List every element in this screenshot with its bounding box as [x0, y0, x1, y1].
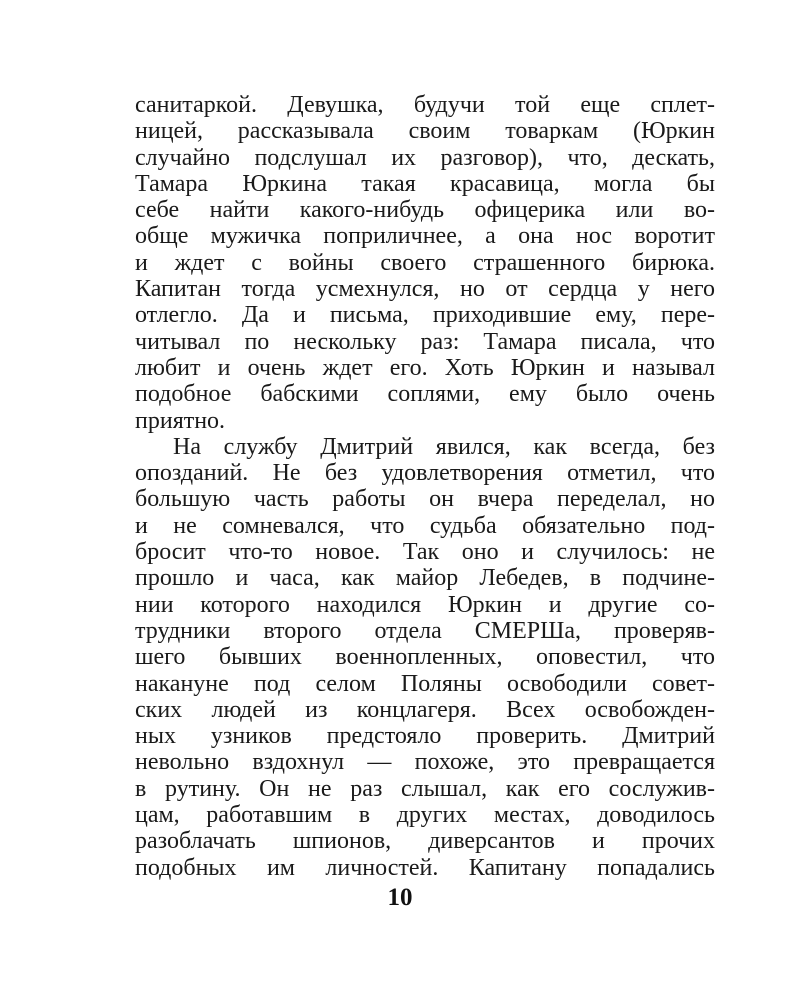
text-line: любит и очень ждет его. Хоть Юркин и называл — [135, 354, 715, 381]
text-line: читывал по нескольку раз: Тамара писала, что — [135, 328, 715, 355]
text-line: разоблачать шпионов, диверсантов и прочих — [135, 828, 715, 855]
text-line: приятно. — [135, 407, 226, 434]
text-line: прошло и часа, как майор Лебедев, в подчине- — [135, 565, 715, 592]
text-line: в рутину. Он не раз слышал, как его сослужив- — [135, 775, 715, 802]
text-line: опозданий. Не без удовлетворения отметил, что — [135, 460, 715, 487]
text-line: и ждет с войны своего страшенного бирюка. — [135, 249, 715, 276]
paragraph-1 — [135, 92, 715, 434]
text-line: бросит что-то новое. Так оно и случилось: не — [135, 539, 715, 566]
text-line: случайно подслушал их разговор), что, дескать, — [135, 144, 715, 171]
text-line: санитаркой. Девушка, будучи той еще сплет- — [135, 92, 715, 118]
text-line: подобное бабскими соплями, ему было очень — [135, 381, 715, 408]
text-line: цам, работавшим в других местах, доводилось — [135, 802, 715, 829]
text-line: ских людей из концлагеря. Всех освобожден- — [135, 696, 715, 723]
text-line: нии которого находился Юркин и другие со- — [135, 591, 715, 618]
page-body — [135, 92, 715, 881]
paragraph-2 — [135, 434, 715, 881]
text-line: Тамара Юркина такая красавица, могла бы — [135, 170, 715, 197]
text-line: подобных им личностей. Капитану попадались — [135, 854, 715, 881]
page-number: 10 — [387, 884, 413, 911]
text-line: ных узников предстояло проверить. Дмитрий — [135, 723, 715, 750]
text-line: невольно вздохнул — похоже, это превращается — [135, 749, 715, 776]
text-line: и не сомневался, что судьба обязательно под- — [135, 512, 715, 539]
text-line: накануне под селом Поляны освободили совет- — [135, 670, 715, 697]
text-line: отлегло. Да и письма, приходившие ему, пере- — [135, 302, 715, 329]
text-line: Капитан тогда усмехнулся, но от сердца у него — [135, 276, 715, 303]
text-line: себе найти какого-нибудь офицерика или во- — [135, 197, 715, 224]
text-line: обще мужичка поприличнее, а она нос воротит — [135, 223, 715, 250]
text-line: шего бывших военнопленных, оповестил, что — [135, 644, 715, 671]
text-line: трудники второго отдела СМЕРШа, проверяв- — [135, 617, 715, 644]
text-line: большую часть работы он вчера переделал, но — [135, 486, 715, 513]
text-line: На службу Дмитрий явился, как всегда, без — [173, 433, 715, 460]
text-line: ницей, рассказывала своим товаркам (Юркин — [135, 118, 715, 145]
